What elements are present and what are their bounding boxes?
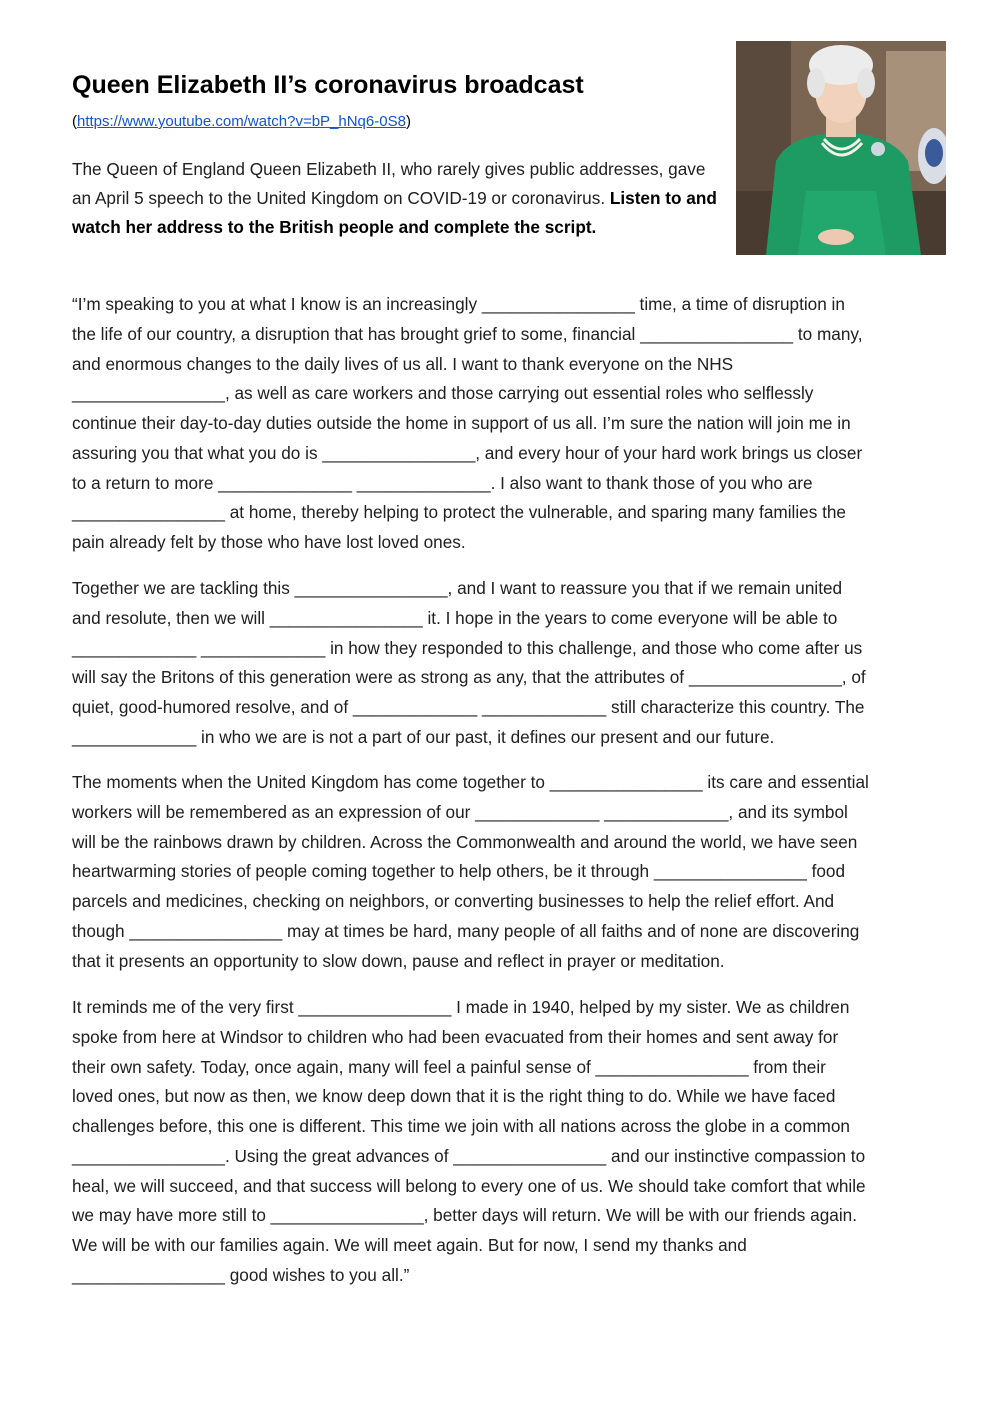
queen-portrait-illustration xyxy=(736,41,946,255)
url-close-paren: ) xyxy=(405,113,411,130)
queen-portrait-image xyxy=(736,41,946,255)
script-paragraph-2: Together we are tackling this ________________, and I want to reassure you that if we remain united and resolute, then we will ________________ it. I hope in the years to come everyone will be able to _____________ _____________ in how they responded to this challenge, and those who come after us will say the Britons of this generation were as strong as any, that the attributes of ________________, of quiet, good-humored resolve, and of _____________ _____________ still characterize this country. The _____________ in who we are is not a part of our past, it defines our present and our future. xyxy=(72,578,866,747)
script-paragraph-4: It reminds me of the very first ________________ I made in 1940, helped by my sister. We as children spoke from here at Windsor to children who had been evacuated from their homes and sent away for their own safety. Today, once again, many will feel a painful sense of ________________ from their loved ones, but now as then, we know deep down that it is the right thing to do. While we have faced challenges before, this one is different. This time we join with all nations across the globe in a common ________________. Using the great advances of ________________ and our instinctive compassion to heal, we will succeed, and that success will belong to every one of us. We should take comfort that while we may have more still to ________________, better days will return. We will be with our friends again. We will be with our families again. We will meet again. But for now, I send my thanks and ________________ good wishes to you all.” xyxy=(72,997,866,1285)
page-title: Queen Elizabeth II’s coronavirus broadcast xyxy=(72,71,584,99)
youtube-link[interactable]: https://www.youtube.com/watch?v=bP_hNq6-0S8 xyxy=(77,113,406,130)
url-open-paren: ( xyxy=(72,113,77,130)
intro-paragraph xyxy=(72,155,722,243)
script-paragraph-1: “I’m speaking to you at what I know is an increasingly ________________ time, a time of disruption in the life of our country, a disruption that has brought grief to some, financial ________________ to many, and enormous changes to the daily lives of us all. I want to thank everyone on the NHS ________________, as well as care workers and those carrying out essential roles who selflessly continue their day-to-day duties outside the home in support of us all. I’m sure the nation will join me in assuring you that what you do is ________________, and every hour of your hard work brings us closer to a return to more ______________ ______________. I also want to thank those of you who are ________________ at home, thereby helping to protect the vulnerable, and sparing many families the pain already felt by those who have lost loved ones. xyxy=(72,294,863,552)
source-url-line xyxy=(72,113,411,130)
intro-text: The Queen of England Queen Elizabeth II, who rarely gives public addresses, gave an April 5 speech to the United Kingdom on COVID-19 or coronavirus. xyxy=(72,159,706,209)
instructions-text: Listen to and watch her address to the British people and complete the script. xyxy=(72,188,717,238)
script-paragraph-3: The moments when the United Kingdom has come together to ________________ its care and essential workers will be remembered as an expression of our _____________ _____________, and its symbol will be the rainbows drawn by children. Across the Commonwealth and around the world, we have seen heartwarming stories of people coming together to help others, be it through ________________ food parcels and medicines, checking on neighbors, or converting businesses to help the relief effort. And though ________________ may at times be hard, many people of all faiths and of none are discovering that it presents an opportunity to slow down, pause and reflect in prayer or meditation. xyxy=(72,772,869,971)
